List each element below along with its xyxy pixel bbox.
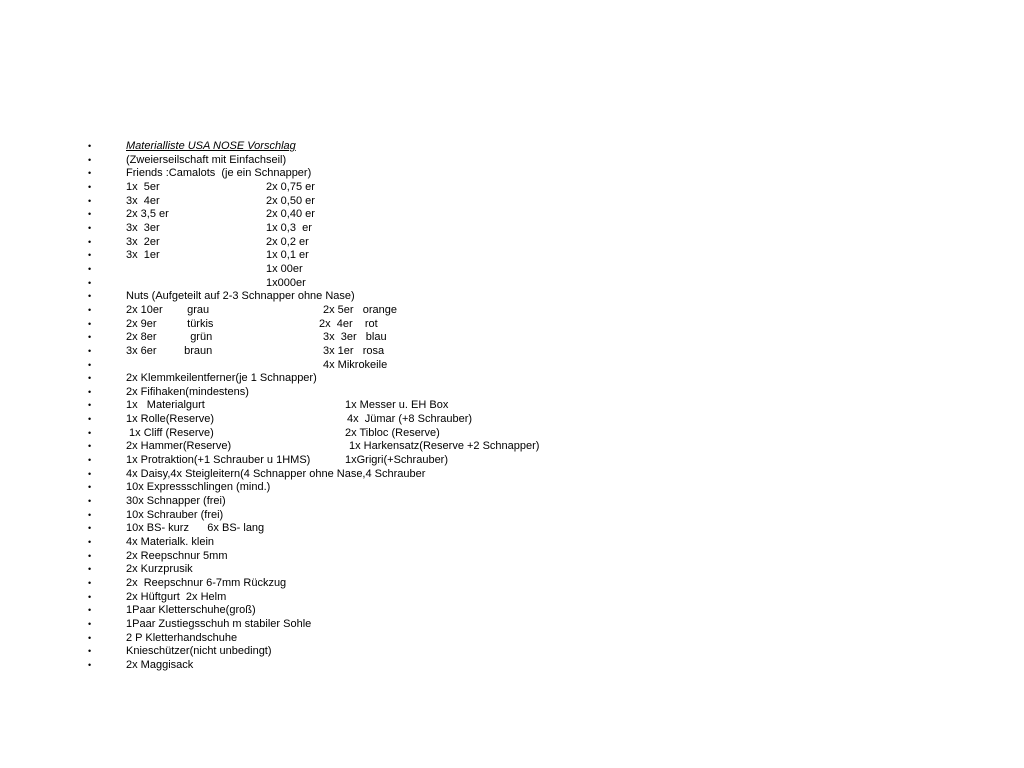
- item-text: 2x Hüftgurt 2x Helm: [126, 590, 227, 603]
- item-text: 1Paar Kletterschuhe(groß): [126, 604, 256, 617]
- item-text-secondary: 2x 5er orange: [323, 303, 397, 316]
- item-text: 2x 9er türkis: [126, 317, 214, 330]
- list-item: [88, 604, 988, 618]
- item-text: 1x Protraktion(+1 Schrauber u 1HMS): [126, 454, 311, 467]
- bullet-icon: •: [88, 482, 92, 493]
- item-text-secondary: 4x Mikrokeile: [323, 358, 388, 371]
- list-item: [88, 509, 988, 523]
- list-item: [88, 481, 988, 495]
- bullet-icon: •: [88, 386, 92, 397]
- bullet-icon: •: [88, 304, 92, 315]
- item-text: 2x 10er grau: [126, 303, 210, 316]
- bullet-icon: •: [88, 141, 92, 151]
- bullet-icon: •: [88, 550, 92, 561]
- item-text-secondary: 2x 0,2 er: [266, 235, 309, 248]
- item-text-secondary: 2x 0,40 er: [266, 208, 315, 221]
- item-text: (Zweierseilschaft mit Einfachseil): [126, 153, 287, 166]
- list-item: [88, 577, 988, 591]
- item-text: 1Paar Zustiegsschuh m stabiler Sohle: [126, 617, 312, 630]
- list-item: [88, 318, 988, 332]
- item-text-secondary: 1x Harkensatz(Reserve +2 Schnapper): [349, 440, 540, 453]
- list-item: [88, 495, 988, 509]
- item-text: Friends :Camalots (je ein Schnapper): [126, 167, 312, 180]
- bullet-icon: •: [88, 659, 92, 670]
- item-text: 2x 8er grün: [126, 331, 213, 344]
- list-item: [88, 345, 988, 359]
- list-item: [88, 618, 988, 632]
- list-item: [88, 659, 988, 673]
- list-item: [88, 249, 988, 263]
- bullet-icon: •: [88, 605, 92, 616]
- item-text: Nuts (Aufgeteilt auf 2-3 Schnapper ohne Nase): [126, 290, 355, 303]
- list-item: [88, 427, 988, 441]
- bullet-icon: •: [88, 263, 92, 274]
- item-text: 3x 3er: [126, 221, 160, 234]
- list-item: [88, 277, 988, 291]
- bullet-icon: •: [88, 359, 92, 370]
- list-item: [88, 522, 988, 536]
- list-item: [88, 195, 988, 209]
- list-item: [88, 331, 988, 345]
- bullet-icon: •: [88, 400, 92, 411]
- item-text: 1x Rolle(Reserve): [126, 413, 215, 426]
- bullet-icon: •: [88, 332, 92, 343]
- list-item: [88, 304, 988, 318]
- item-text: 2x Reepschnur 5mm: [126, 549, 228, 562]
- list-item: [88, 454, 988, 468]
- item-text: 30x Schnapper (frei): [126, 495, 226, 508]
- item-text: 2x Maggisack: [126, 658, 194, 671]
- list-item: [88, 222, 988, 236]
- item-text-secondary: 1xGrigri(+Schrauber): [345, 454, 449, 467]
- list-item: [88, 290, 988, 304]
- list-item: [88, 563, 988, 577]
- item-text: 3x 2er: [126, 235, 160, 248]
- item-text: 10x Schrauber (frei): [126, 508, 224, 521]
- bullet-icon: •: [88, 414, 92, 425]
- list-item: [88, 236, 988, 250]
- bullet-icon: •: [88, 523, 92, 534]
- bullet-icon: •: [88, 195, 92, 206]
- bullet-icon: •: [88, 468, 92, 479]
- item-text-secondary: 1x 0,1 er: [266, 249, 309, 262]
- bullet-icon: •: [88, 291, 92, 302]
- list-item: [88, 140, 988, 154]
- list-item: [88, 550, 988, 564]
- item-text: 2x 3,5 er: [126, 208, 169, 221]
- bullet-icon: •: [88, 537, 92, 548]
- item-text-secondary: 1x 00er: [266, 262, 303, 275]
- item-text-secondary: 2x 4er rot: [319, 317, 378, 330]
- item-text-secondary: 2x 0,75 er: [266, 180, 315, 193]
- equipment-list: [88, 140, 988, 673]
- bullet-icon: •: [88, 168, 92, 179]
- bullet-icon: •: [88, 496, 92, 507]
- bullet-icon: •: [88, 646, 92, 657]
- item-text: 3x 4er: [126, 194, 160, 207]
- item-text: 4x Materialk. klein: [126, 536, 215, 549]
- list-item: [88, 372, 988, 386]
- bullet-icon: •: [88, 509, 92, 520]
- item-text-secondary: 1x Messer u. EH Box: [345, 399, 449, 412]
- list-item: [88, 645, 988, 659]
- item-text-secondary: 1x000er: [266, 276, 306, 289]
- bullet-icon: •: [88, 578, 92, 588]
- list-item: [88, 208, 988, 222]
- item-text-secondary: 1x 0,3 er: [266, 221, 312, 234]
- bullet-icon: •: [88, 564, 92, 575]
- item-text-secondary: 2x Tibloc (Reserve): [345, 426, 440, 439]
- item-text: 2x Reepschnur 6-7mm Rückzug: [126, 577, 287, 589]
- bullet-icon: •: [88, 181, 92, 192]
- item-text: 1x Cliff (Reserve): [126, 426, 214, 439]
- list-item: [88, 386, 988, 400]
- list-item: [88, 468, 988, 482]
- bullet-icon: •: [88, 250, 92, 261]
- bullet-icon: •: [88, 427, 92, 438]
- item-text: Knieschützer(nicht unbedingt): [126, 645, 272, 658]
- item-text-secondary: 3x 3er blau: [323, 331, 387, 344]
- item-text-secondary: 2x 0,50 er: [266, 194, 315, 207]
- bullet-icon: •: [88, 345, 92, 356]
- list-item: [88, 440, 988, 454]
- list-item: [88, 154, 988, 168]
- bullet-icon: •: [88, 154, 92, 165]
- item-text: 1x 5er: [126, 180, 160, 193]
- list-item: [88, 536, 988, 550]
- bullet-icon: •: [88, 455, 92, 466]
- item-text: 2x Kurzprusik: [126, 563, 193, 576]
- item-text: 2 P Kletterhandschuhe: [126, 631, 238, 644]
- list-item: [88, 263, 988, 277]
- list-item: [88, 591, 988, 605]
- list-item: [88, 399, 988, 413]
- item-text-secondary: 3x 1er rosa: [323, 344, 385, 357]
- item-text-secondary: 4x Jümar (+8 Schrauber): [347, 413, 473, 426]
- item-text: 4x Daisy,4x Steigleitern(4 Schnapper ohne Nase,4 Schrauber: [126, 467, 426, 480]
- item-text: 1x Materialgurt: [126, 399, 205, 412]
- list-item: [88, 181, 988, 195]
- bullet-icon: •: [88, 222, 92, 233]
- item-text: 2x Klemmkeilentferner(je 1 Schnapper): [126, 372, 317, 385]
- bullet-icon: •: [88, 632, 92, 643]
- item-text: 3x 6er braun: [126, 344, 213, 357]
- item-text: 2x Hammer(Reserve): [126, 440, 232, 453]
- bullet-icon: •: [88, 277, 92, 288]
- bullet-icon: •: [88, 209, 92, 220]
- bullet-icon: •: [88, 373, 92, 384]
- bullet-icon: •: [88, 441, 92, 452]
- bullet-icon: •: [88, 318, 92, 329]
- list-item: [88, 167, 988, 181]
- item-text: 3x 1er: [126, 249, 160, 262]
- item-text: 10x BS- kurz 6x BS- lang: [126, 522, 265, 535]
- list-item: [88, 413, 988, 427]
- list-item: [88, 632, 988, 646]
- item-text: 2x Fifihaken(mindestens): [126, 385, 249, 398]
- bullet-icon: •: [88, 618, 92, 629]
- item-text: 10x Expressschlingen (mind.): [126, 481, 271, 494]
- bullet-icon: •: [88, 591, 92, 602]
- list-title: Materialliste USA NOSE Vorschlag: [126, 140, 296, 152]
- bullet-icon: •: [88, 236, 92, 247]
- list-item: [88, 359, 988, 373]
